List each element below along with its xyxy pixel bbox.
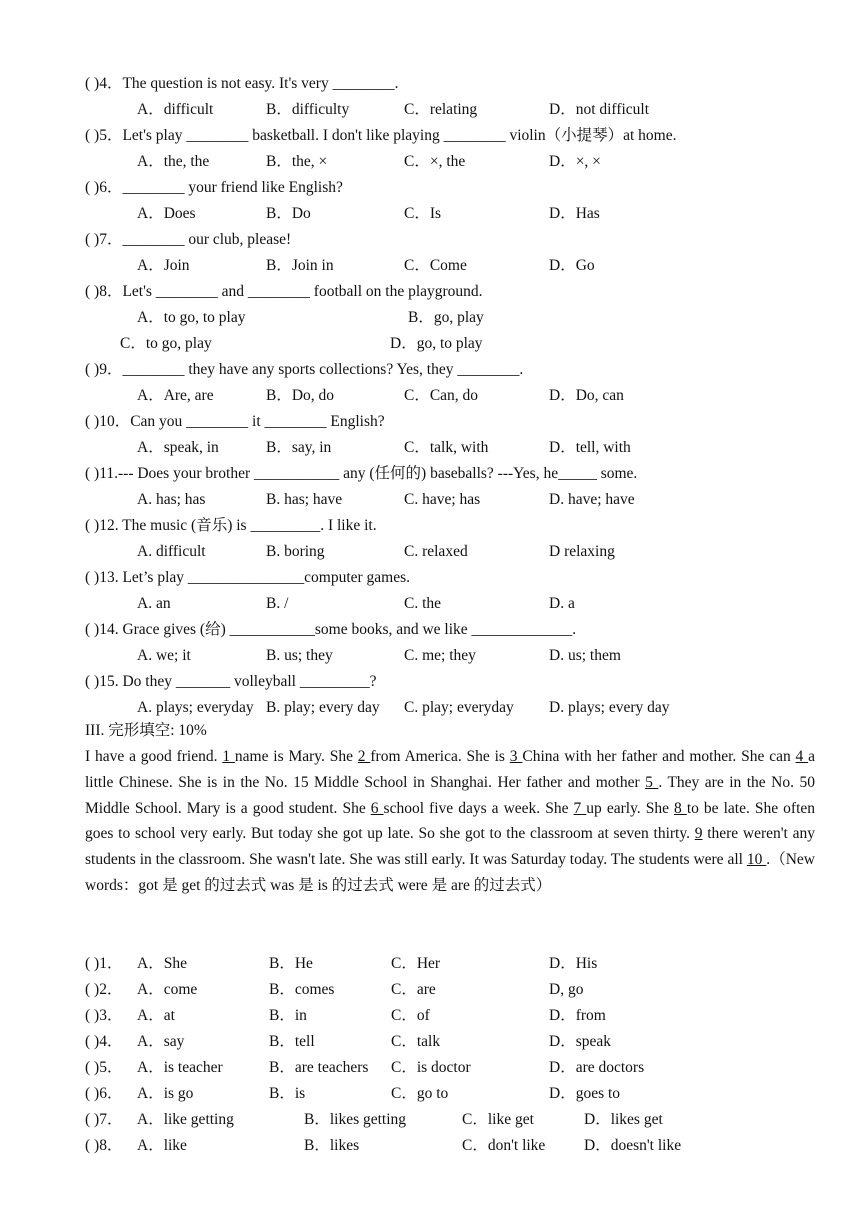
passage-text: there weren't any students in the classroom. She wasn't late. She was still early. It was Saturday today. The students were all [85,825,815,869]
option-b: B．go, play [408,309,484,326]
option-a: A．the, the [137,153,210,170]
option-d: D．speak [549,1033,611,1050]
option-a: A．difficult [137,101,214,118]
cloze-number: ( )6． [85,1085,123,1102]
blank: 3 [509,748,523,765]
option-d: D. have; have [549,491,635,508]
option-b: B．Do, do [266,387,335,404]
blank: 9 [694,825,703,843]
passage-text: China with her father and mother. She can [522,748,796,765]
option-c: C．relating [404,101,478,118]
question-text: ( )14. Grace gives (给) ___________some books, and we like _____________. [85,621,577,638]
passage-text: from America. She is [370,748,510,765]
question-text: ( )13. Let’s play _______________computer games. [85,569,411,586]
option-b: B．difficulty [266,101,350,118]
option-c: C．Come [404,257,467,274]
blank: 6 [370,799,384,817]
blank: 5 [645,773,659,791]
option-c: C．Can, do [404,387,479,404]
blank: 8 [674,799,687,817]
option-b: B．is [269,1085,306,1102]
question-text: ( )5．Let's play ________ basketball. I don't like playing ________ violin（小提琴）at home. [85,127,677,144]
passage-text: I have a good friend. [85,748,223,765]
option-d: D．goes to [549,1085,621,1102]
cloze-passage [85,744,815,899]
option-b: B. us; they [266,647,333,664]
blank: 2 [357,748,371,765]
option-c: C. have; has [404,491,481,508]
question-text: ( )7．________ our club, please! [85,231,292,248]
option-a: A. plays; everyday [137,699,254,716]
passage-text: up early. She [586,799,675,817]
option-c: C. the [404,595,442,612]
option-b: B．likes [304,1137,360,1154]
passage-text: school five days a week. She [383,799,574,817]
blank: 10 [746,851,767,869]
option-c: C．talk [391,1033,441,1050]
cloze-number: ( )3． [85,1007,123,1024]
option-a: A．Join [137,257,190,274]
option-c: C．Her [391,955,441,972]
cloze-number: ( )7． [85,1111,123,1128]
option-c: C．is doctor [391,1059,471,1076]
option-b: B．tell [269,1033,315,1050]
option-c: C. me; they [404,647,476,664]
cloze-number: ( )4． [85,1033,123,1050]
option-b: B. has; have [266,491,343,508]
option-a: A．is go [137,1085,194,1102]
question-text: ( )12. The music (音乐) is _________. I like it. [85,517,377,534]
option-b: B．Do [266,205,311,222]
cloze-number: ( )1． [85,955,123,972]
option-d: D．from [549,1007,606,1024]
cloze-number: ( )2． [85,981,123,998]
option-a: A．come [137,981,198,998]
option-b: B．He [269,955,313,972]
option-a: A．Does [137,205,196,222]
option-d: D．go, to play [390,335,483,352]
section-title: III. 完形填空: 10% [85,722,207,739]
blank: 4 [795,748,809,765]
option-c: C．×, the [404,153,466,170]
option-a: A. difficult [137,543,206,560]
option-a: A．to go, to play [137,309,246,326]
option-d: D．tell, with [549,439,631,456]
option-b: B．Join in [266,257,334,274]
option-d: D．not difficult [549,101,650,118]
option-a: A．is teacher [137,1059,223,1076]
question-text: ( )8．Let's ________ and ________ football on the playground. [85,283,483,300]
option-b: B．in [269,1007,307,1024]
option-c: C．talk, with [404,439,489,456]
question-text: ( )4．The question is not easy. It's very ________. [85,75,399,92]
option-b: B．likes getting [304,1111,407,1128]
question-text: ( )15. Do they _______ volleyball _________? [85,673,377,690]
passage-text: .（New words：got 是 get 的过去式 was 是 is 的过去式 were 是 are 的过去式） [85,851,816,894]
option-b: B．the, × [266,153,328,170]
option-a: A．Are, are [137,387,214,404]
option-a: A．at [137,1007,175,1024]
option-d: D．doesn't like [584,1137,682,1154]
cloze-number: ( )5． [85,1059,123,1076]
option-c: C．go to [391,1085,449,1102]
option-c: C. relaxed [404,543,468,560]
option-b: B．comes [269,981,335,998]
option-d: D．Go [549,257,595,274]
option-b: B．say, in [266,439,332,456]
option-b: B. / [266,595,289,612]
option-a: A. has; has [137,491,206,508]
option-c: C. play; everyday [404,699,514,716]
option-c: C．of [391,1007,430,1024]
option-b: B. play; every day [266,699,380,716]
question-text: ( )10．Can you ________ it ________ English? [85,413,385,430]
option-d: D relaxing [549,543,615,560]
option-c: C．Is [404,205,442,222]
option-d: D. us; them [549,647,621,664]
option-b: B. boring [266,543,325,560]
question-text: ( )11.--- Does your brother ___________ any (任何的) baseballs? ---Yes, he_____ some. [85,465,638,482]
option-a: A. an [137,595,171,612]
blank: 7 [573,799,587,817]
passage-text: name is Mary. She [234,748,358,765]
option-d: D, go [549,981,584,998]
option-a: A. we; it [137,647,191,664]
option-c: C．to go, play [120,335,212,352]
option-d: D．×, × [549,153,601,170]
option-d: D．likes get [584,1111,663,1128]
option-d: D. plays; every day [549,699,670,716]
cloze-number: ( )8． [85,1137,123,1154]
option-a: A．She [137,955,187,972]
option-d: D. a [549,595,575,612]
option-c: C．don't like [462,1137,546,1154]
passage-text: to be late. She often goes to school very early. But today she got up late. So she got to the classroom at seven thirty. [85,799,816,843]
option-b: B．are teachers [269,1059,369,1076]
option-d: D．Has [549,205,600,222]
option-a: A．like getting [137,1111,234,1128]
option-d: D．Do, can [549,387,624,404]
passage-text: . They are in the No. 50 Middle School. Mary is a good student. She [85,773,815,817]
option-d: D．are doctors [549,1059,645,1076]
option-c: C．are [391,981,436,998]
option-a: A．speak, in [137,439,219,456]
blank: 1 [222,748,235,765]
passage-text: a little Chinese. She is in the No. 15 Middle School in Shanghai. Her father and mother [85,748,816,791]
option-a: A．say [137,1033,185,1050]
option-c: C．like get [462,1111,534,1128]
option-a: A．like [137,1137,187,1154]
question-text: ( )9．________ they have any sports collections? Yes, they ________. [85,361,524,378]
option-d: D．His [549,955,598,972]
question-text: ( )6．________ your friend like English? [85,179,343,196]
